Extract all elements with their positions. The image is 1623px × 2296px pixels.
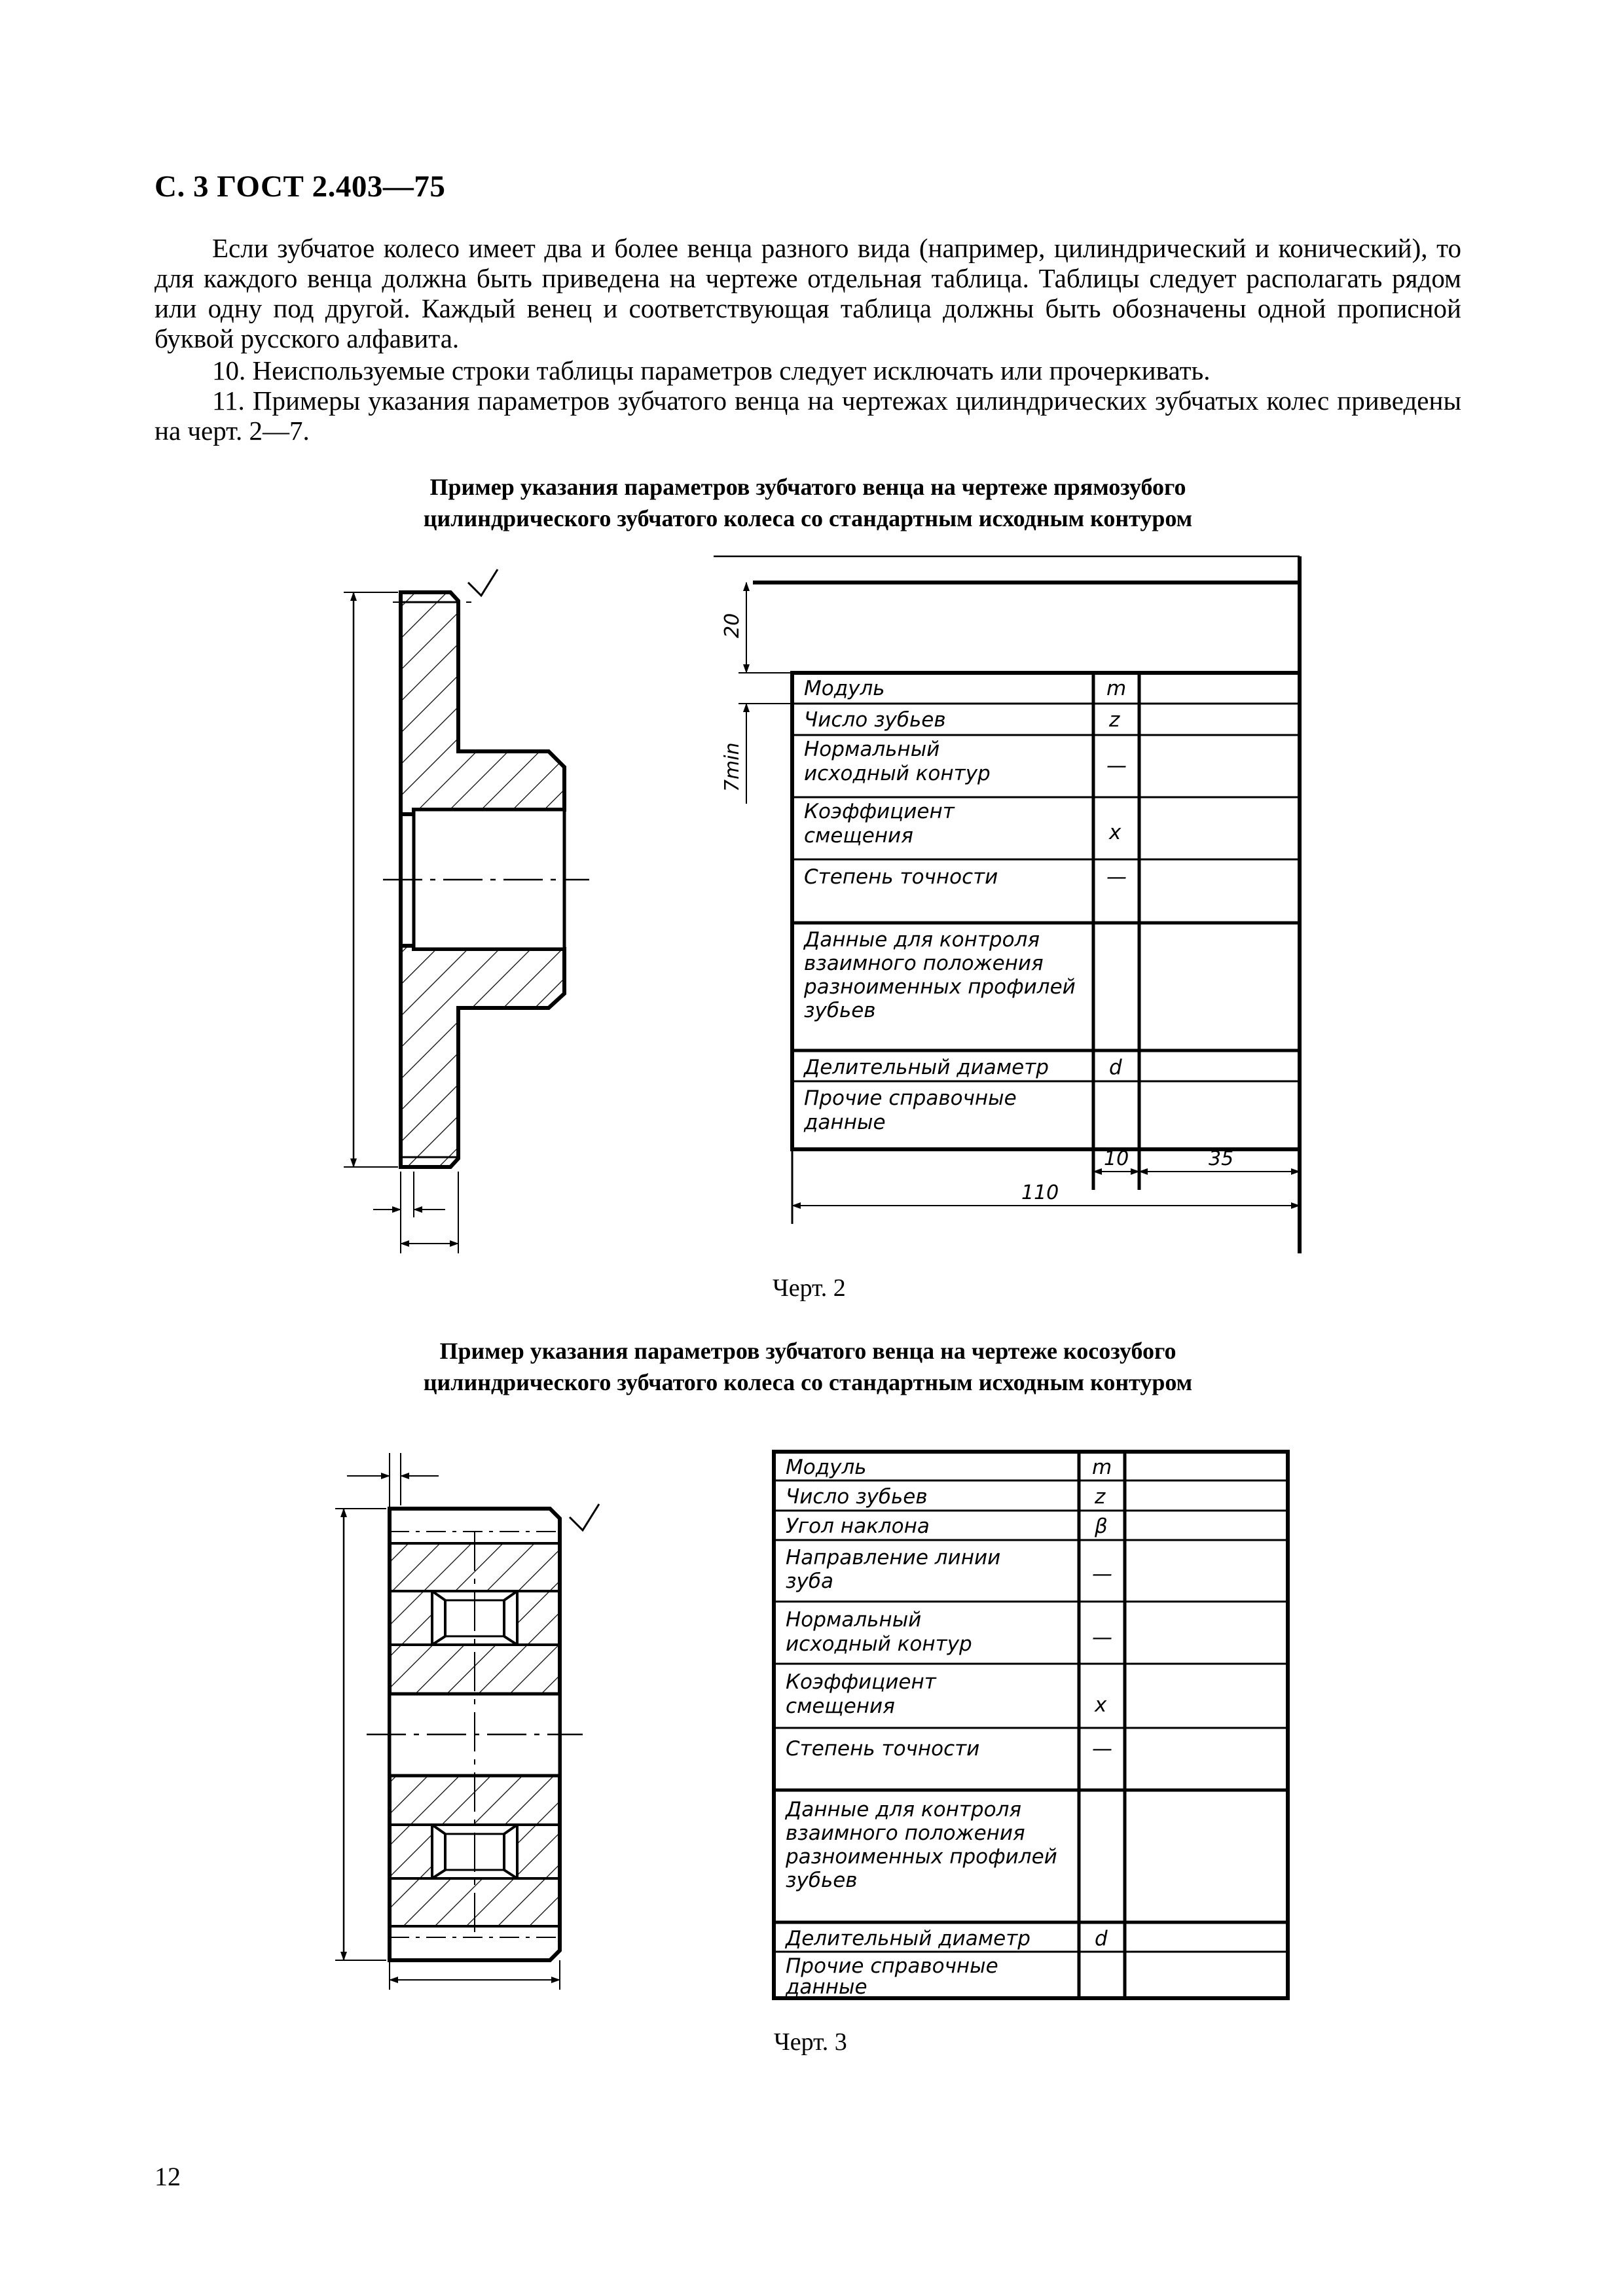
fig3-row7-label-d: зубьев	[786, 1869, 858, 1892]
fig2-row5-label-a: Данные для контроля	[804, 928, 1040, 952]
fig2-row1-label: Число зубьев	[804, 708, 946, 732]
fig3-row0-label: Модуль	[786, 1456, 867, 1479]
fig3-row9-label-b: данные	[786, 1975, 867, 1999]
fig2-row3-label-a: Коэффициент	[804, 800, 955, 823]
figure3-caption: Черт. 3	[774, 2028, 847, 2056]
fig3-row3-label-a: Направление линии	[786, 1546, 1001, 1570]
fig2-dim-col-symbol: 10	[1104, 1147, 1129, 1170]
page-header: С. 3 ГОСТ 2.403—75	[155, 170, 446, 204]
fig2-row7-label-a: Прочие справочные	[804, 1086, 1017, 1110]
fig2-row5-label-b: взаимного положения	[804, 952, 1044, 975]
fig2-dim-col-value: 35	[1209, 1147, 1234, 1170]
fig2-row3-symbol: x	[1109, 821, 1122, 844]
fig3-row6-label: Степень точности	[786, 1737, 980, 1761]
fig2-row0-symbol: m	[1106, 677, 1127, 700]
fig3-row5-label-b: смещения	[786, 1695, 895, 1718]
fig2-row0-label: Модуль	[804, 677, 885, 700]
figure3-title	[155, 1335, 1461, 1398]
fig2-row2-label-a: Нормальный	[804, 738, 940, 761]
fig3-row0-symbol: m	[1092, 1456, 1112, 1479]
fig3-row8-label: Делительный диаметр	[786, 1927, 1030, 1950]
figure2-title-line1: Пример указания параметров зубчатого венца на чертеже прямозубого	[429, 474, 1186, 500]
fig2-row1-symbol: z	[1109, 708, 1120, 732]
fig2-row2-symbol: —	[1106, 754, 1127, 778]
fig3-row2-label: Угол наклона	[786, 1515, 930, 1538]
fig2-row6-symbol: d	[1109, 1056, 1122, 1079]
fig3-row1-symbol: z	[1095, 1485, 1106, 1509]
spur-gear-section	[344, 569, 589, 1253]
fig3-row6-symbol: —	[1092, 1737, 1112, 1761]
fig3-row7-label-a: Данные для контроля	[786, 1798, 1022, 1821]
fig3-row3-label-b: зуба	[786, 1570, 833, 1593]
fig3-row4-label-b: исходный контур	[786, 1632, 972, 1656]
fig3-row9-label-a: Прочие справочные	[786, 1954, 998, 1978]
paragraph-1-text: Если зубчатое колесо имеет два и более венца разного вида (например, цилиндрический и конический), то для каждого венца должна быть приведена на чертеже отдельная таблица. Таблицы следует располагать рядом или одну под другой. Каждый венец и соответствующая таблица должны быть обозначены одной прописной буквой русского алфавита.	[155, 233, 1461, 353]
fig2-dim-total: 110	[1021, 1181, 1059, 1204]
fig3-row4-symbol: —	[1092, 1626, 1112, 1649]
fig3-row8-symbol: d	[1095, 1927, 1108, 1950]
fig2-row5-label-d: зубьев	[804, 999, 876, 1022]
figure2-title-line2: цилиндрического зубчатого колеса со стандартным исходным контуром	[423, 505, 1193, 531]
fig3-row5-symbol: x	[1095, 1693, 1107, 1717]
fig2-row5-label-c: разноименных профилей	[804, 975, 1076, 999]
fig2-row4-label: Степень точности	[804, 865, 998, 889]
fig2-row7-label-b: данные	[804, 1111, 886, 1134]
fig2-row6-label: Делительный диаметр	[804, 1056, 1049, 1079]
paragraph-11-text: 11. Примеры указания параметров зубчатого венца на чертежах цилиндрических зубчатых колес приведены на черт. 2—7.	[155, 386, 1461, 446]
fig3-row4-label-a: Нормальный	[786, 1608, 922, 1632]
fig3-row7-label-b: взаимного положения	[786, 1821, 1025, 1845]
fig2-dim-side: 7min	[721, 742, 744, 792]
page-number: 12	[155, 2162, 181, 2191]
figure2-caption: Черт. 2	[773, 1274, 846, 1302]
fig2-dim-top: 20	[721, 613, 744, 638]
fig3-row3-symbol: —	[1092, 1562, 1112, 1586]
fig2-row4-symbol: —	[1106, 865, 1127, 889]
fig3-row1-label: Число зубьев	[786, 1485, 928, 1509]
paragraph-10-text: 10. Неиспользуемые строки таблицы параметров следует исключать или прочеркивать.	[212, 355, 1211, 386]
figure3-title-line1: Пример указания параметров зубчатого венца на чертеже косозубого	[439, 1338, 1176, 1364]
fig2-row2-label-b: исходный контур	[804, 762, 991, 785]
figure2-table-text	[721, 613, 1233, 1204]
fig3-row5-label-a: Коэффициент	[786, 1670, 936, 1694]
figure3-title-line2: цилиндрического зубчатого колеса со стандартным исходным контуром	[423, 1369, 1193, 1395]
fig2-row3-label-b: смещения	[804, 824, 913, 848]
fig3-row2-symbol: β	[1095, 1515, 1108, 1538]
fig3-row7-label-c: разноименных профилей	[786, 1845, 1057, 1869]
